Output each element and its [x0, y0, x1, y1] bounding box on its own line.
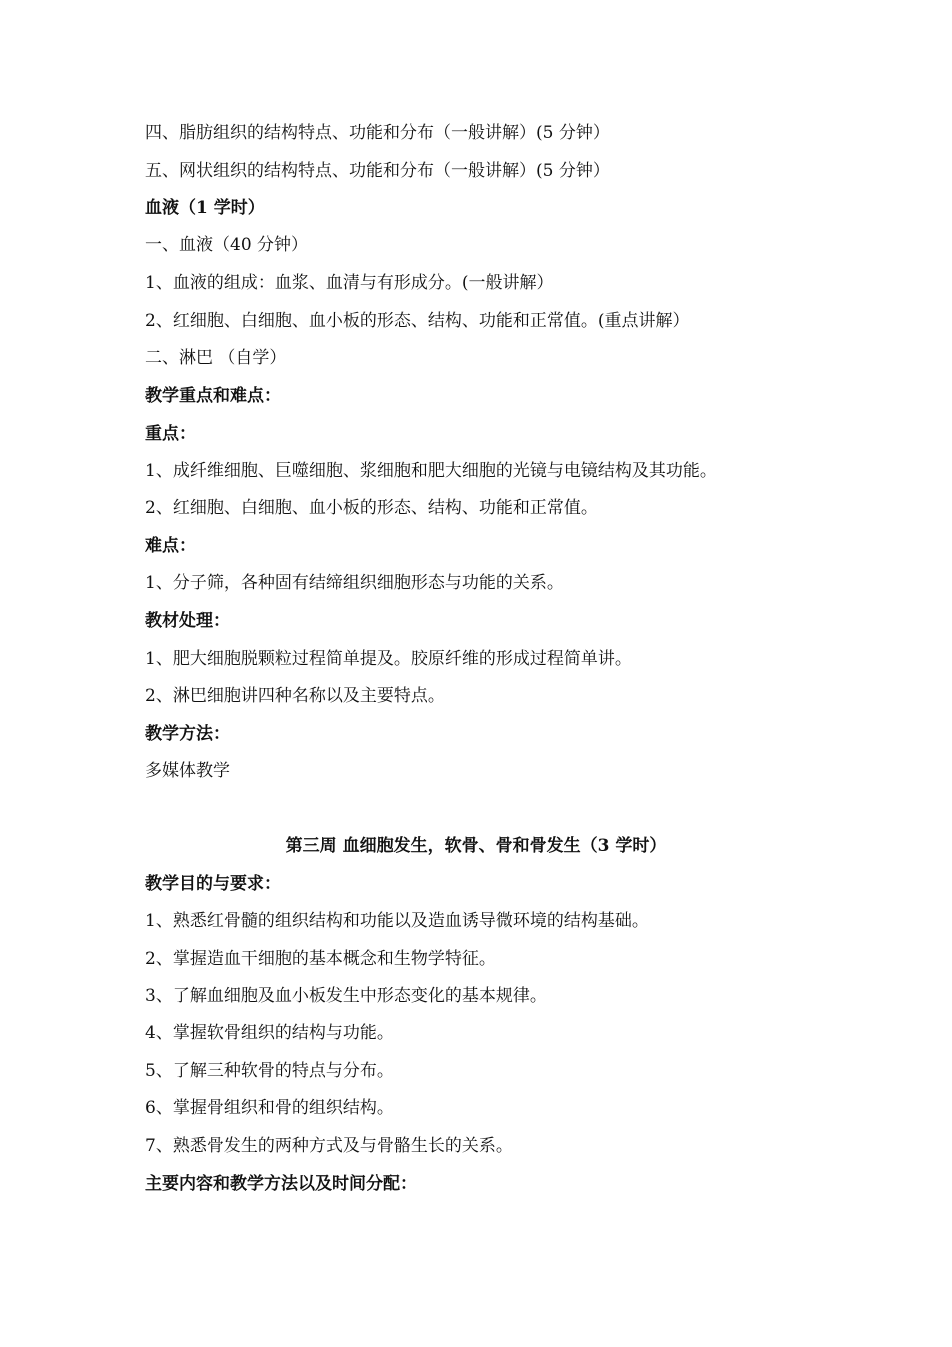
- heading-difficulties: 难点：: [145, 536, 196, 556]
- section-heading-blood: 血液（1 学时）: [145, 198, 265, 218]
- objective-item-4: 4、掌握软骨组织的结构与功能。: [145, 1023, 394, 1043]
- objective-item-2: 2、掌握造血干细胞的基本概念和生物学特征。: [145, 949, 496, 969]
- objective-item-5: 5、了解三种软骨的特点与分布。: [145, 1061, 394, 1081]
- teaching-method-text: 多媒体教学: [145, 761, 230, 781]
- material-item-2: 2、淋巴细胞讲四种名称以及主要特点。: [145, 686, 445, 706]
- objective-item-1: 1、熟悉红骨髓的组织结构和功能以及造血诱导微环境的结构基础。: [145, 911, 649, 931]
- outline-item-adipose-tissue: 四、脂肪组织的结构特点、功能和分布（一般讲解）(5 分钟）: [145, 123, 610, 143]
- heading-key-points-and-difficulties: 教学重点和难点：: [145, 386, 281, 406]
- objective-item-3: 3、了解血细胞及血小板发生中形态变化的基本规律。: [145, 986, 547, 1006]
- week-title: 第三周 血细胞发生，软骨、骨和骨发生（3 学时）: [285, 836, 667, 856]
- difficulty-item-1: 1、分子筛，各种固有结缔组织细胞形态与功能的关系。: [145, 573, 564, 593]
- heading-key-points: 重点：: [145, 424, 196, 444]
- objective-item-7: 7、熟悉骨发生的两种方式及与骨骼生长的关系。: [145, 1136, 513, 1156]
- heading-teaching-methods: 教学方法：: [145, 724, 230, 744]
- heading-objectives: 教学目的与要求：: [145, 874, 281, 894]
- heading-material-handling: 教材处理：: [145, 611, 230, 631]
- outline-item-blood: 一、血液（40 分钟）: [145, 235, 309, 255]
- key-point-item-1: 1、成纤维细胞、巨噬细胞、浆细胞和肥大细胞的光镜与电镜结构及其功能。: [145, 461, 717, 481]
- outline-subitem-blood-composition: 1、血液的组成：血浆、血清与有形成分。(一般讲解）: [145, 273, 554, 293]
- outline-item-lymph: 二、淋巴 （自学）: [145, 348, 287, 368]
- heading-main-content: 主要内容和教学方法以及时间分配：: [145, 1174, 417, 1194]
- key-point-item-2: 2、红细胞、白细胞、血小板的形态、结构、功能和正常值。: [145, 498, 598, 518]
- material-item-1: 1、肥大细胞脱颗粒过程简单提及。胶原纤维的形成过程简单讲。: [145, 649, 632, 669]
- outline-item-reticular-tissue: 五、网状组织的结构特点、功能和分布（一般讲解）(5 分钟）: [145, 161, 610, 181]
- objective-item-6: 6、掌握骨组织和骨的组织结构。: [145, 1098, 394, 1118]
- outline-subitem-blood-cells: 2、红细胞、白细胞、血小板的形态、结构、功能和正常值。(重点讲解）: [145, 311, 690, 331]
